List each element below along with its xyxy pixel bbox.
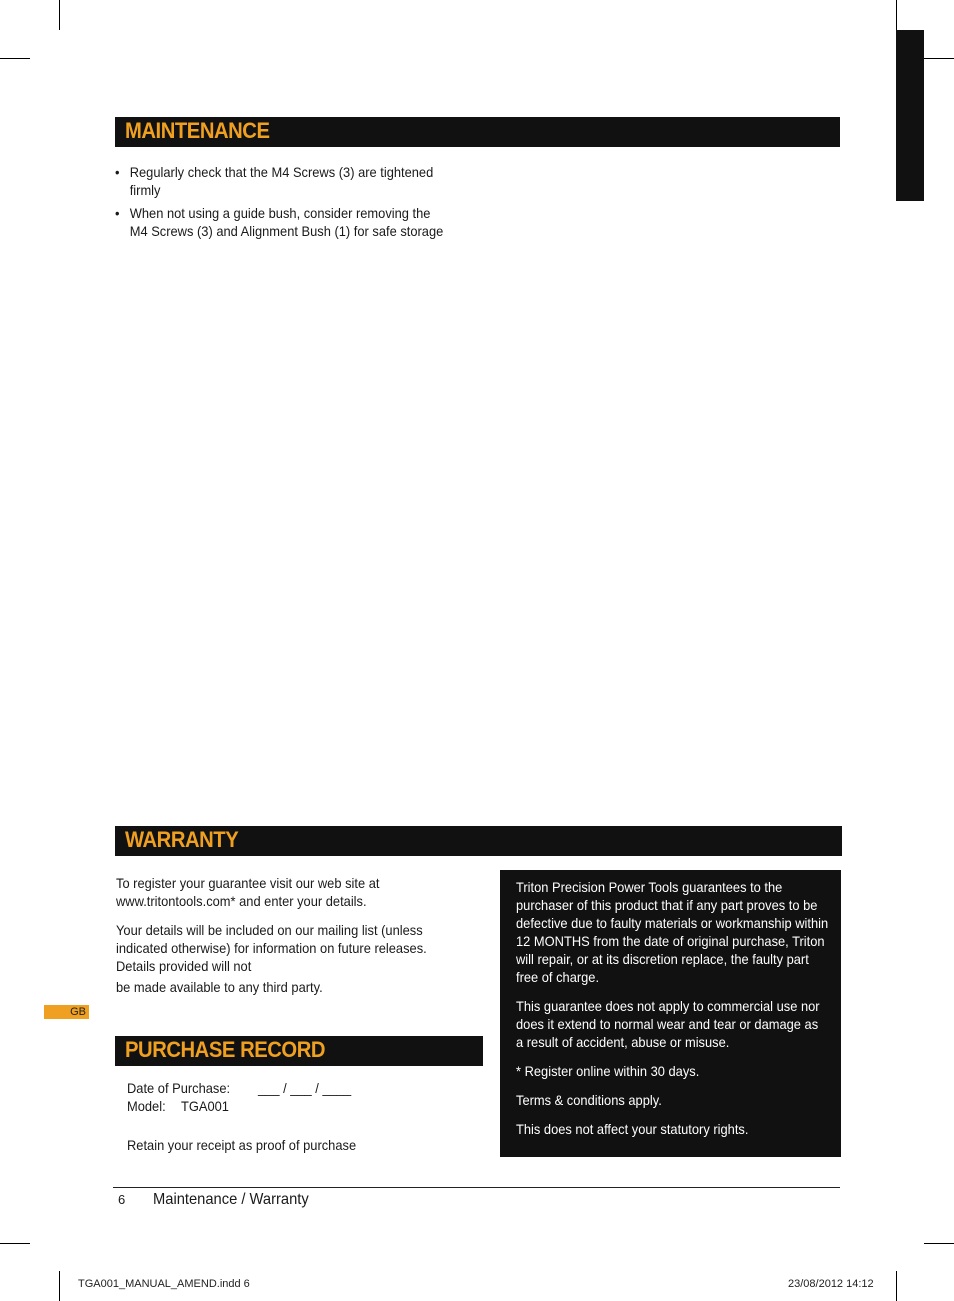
maintenance-title: MAINTENANCE bbox=[125, 118, 270, 143]
purchase-date-value: ___ / ___ / ____ bbox=[258, 1080, 352, 1096]
language-tag-label: GB bbox=[70, 1006, 86, 1018]
warranty-rights-text: This does not affect your statutory rights. bbox=[516, 1121, 749, 1137]
warranty-third-party-text: be made available to any third party. bbox=[116, 979, 323, 995]
crop-mark bbox=[0, 1243, 30, 1244]
warranty-title: WARRANTY bbox=[125, 827, 239, 852]
purchase-date-label: Date of Purchase: bbox=[127, 1080, 231, 1096]
warranty-mailing-text: Your details will be included on our mailing list (unless indicated otherwise) for information on future releases. Details provided will not bbox=[116, 922, 427, 974]
crop-mark bbox=[924, 58, 954, 59]
footer-section-title: Maintenance / Warranty bbox=[153, 1191, 309, 1208]
crop-mark bbox=[59, 0, 60, 30]
list-item: • When not using a guide bush, consider removing the M4 Screws (3) and Alignment Bush (1) for safe storage bbox=[115, 204, 446, 240]
page-number: 6 bbox=[118, 1192, 126, 1207]
warranty-register-note: * Register online within 30 days. bbox=[516, 1063, 700, 1079]
crop-mark bbox=[0, 58, 30, 59]
crop-mark bbox=[896, 0, 897, 30]
warranty-guarantee-text: Triton Precision Power Tools guarantees to the purchaser of this product that if any part proves to be defective due to faulty materials or workmanship within 12 MONTHS from the date of original purchase, Triton will repair, or at its discretion replace, the faulty part free of charge. bbox=[516, 879, 829, 985]
maintenance-header bbox=[115, 117, 840, 147]
list-item: • Regularly check that the M4 Screws (3) are tightened firmly bbox=[115, 163, 446, 199]
warranty-exclusion-text: This guarantee does not apply to commercial use nor does it extend to normal wear and tear or damage as a result of accident, abuse or misuse. bbox=[516, 998, 820, 1050]
warranty-register-text: To register your guarantee visit our web site at www.tritontools.com* and enter your details. bbox=[116, 875, 380, 909]
slug-filename: TGA001_MANUAL_AMEND.indd 6 bbox=[78, 1278, 250, 1290]
purchase-model-value: TGA001 bbox=[181, 1098, 229, 1114]
purchase-receipt-note: Retain your receipt as proof of purchase bbox=[127, 1137, 357, 1153]
crop-mark bbox=[896, 1271, 897, 1301]
side-tab bbox=[896, 30, 924, 201]
warranty-terms-box bbox=[500, 870, 841, 1157]
purchase-record-header bbox=[115, 1036, 483, 1066]
language-tag bbox=[44, 1005, 89, 1019]
warranty-header bbox=[115, 826, 842, 856]
purchase-record-title: PURCHASE RECORD bbox=[125, 1037, 326, 1062]
purchase-model-label: Model: bbox=[127, 1098, 166, 1114]
warranty-terms-text: Terms & conditions apply. bbox=[516, 1092, 662, 1108]
maintenance-list bbox=[115, 163, 446, 245]
footer-rule bbox=[113, 1187, 840, 1188]
crop-mark bbox=[924, 1243, 954, 1244]
slug-date: 23/08/2012 14:12 bbox=[788, 1278, 874, 1290]
crop-mark bbox=[59, 1271, 60, 1301]
